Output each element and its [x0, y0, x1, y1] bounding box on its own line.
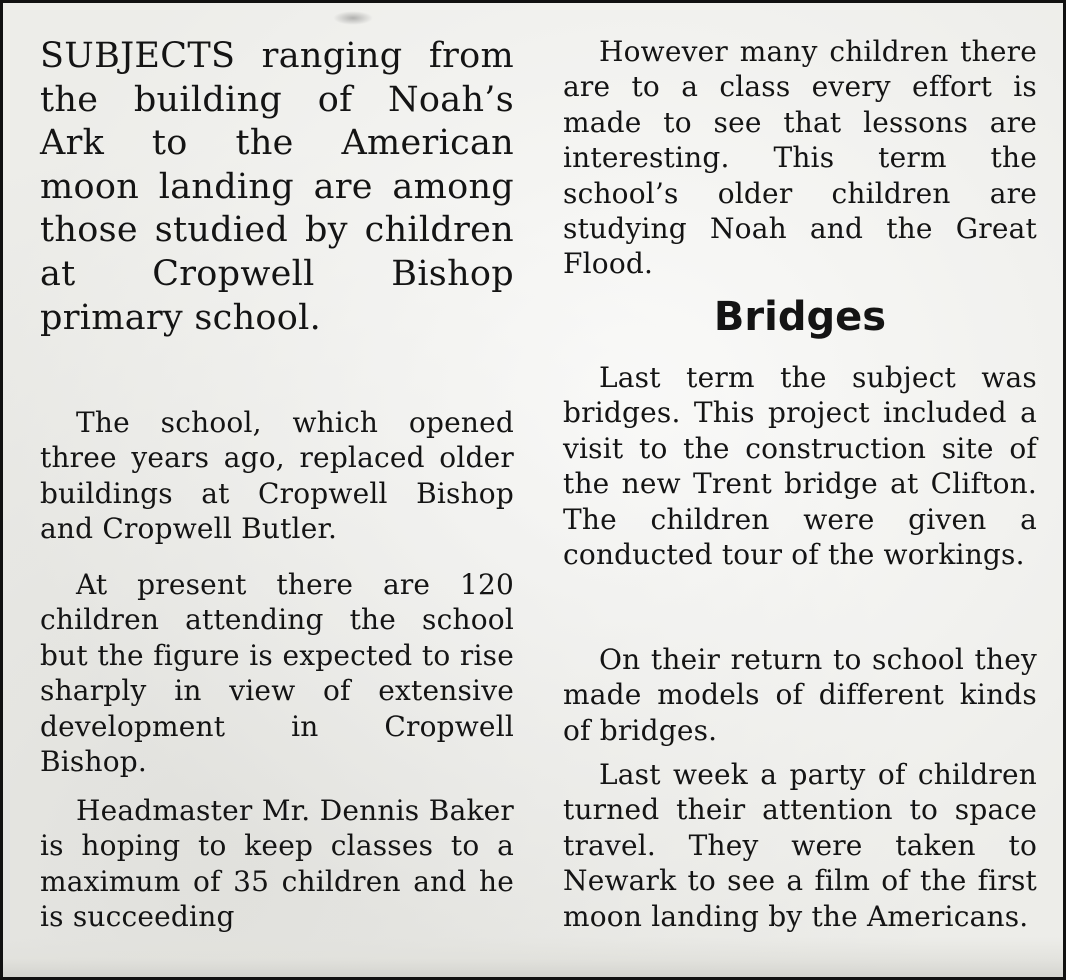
body-paragraph-school-history: The school, which opened three years ago, replaced older buildings at Cropwell Bishop and Cropwell Butler.	[40, 406, 514, 546]
body-paragraph-enrolment: At present there are 120 children attending the school but the figure is expected to rise sharply in view of extensive development in Cropwell Bishop.	[40, 568, 514, 779]
body-paragraph-bridges-project: Last term the subject was bridges. This project included a visit to the construction site of the new Trent bridge at Clifton. The children were given a conducted tour of the workings.	[563, 361, 1037, 572]
paper-stain	[333, 11, 373, 25]
subheading-bridges: Bridges	[713, 294, 887, 340]
body-paragraph-headmaster: Headmaster Mr. Dennis Baker is hoping to keep classes to a maximum of 35 children and he is succeeding	[40, 794, 514, 934]
body-paragraph-lessons: However many children there are to a class every effort is made to see that lessons are interesting. This term the school’s older children are studying Noah and the Great Flood.	[563, 35, 1037, 281]
lead-paragraph: SUBJECTS ranging from the building of Noah’s Ark to the American moon landing are among those studied by children at Cropwell Bishop primary school.	[40, 36, 514, 338]
body-paragraph-space-travel: Last week a party of children turned their attention to space travel. They were taken to Newark to see a film of the first moon landing by the Americans.	[563, 758, 1037, 933]
torn-bottom-edge	[3, 937, 1063, 977]
body-paragraph-models: On their return to school they made models of different kinds of bridges.	[563, 643, 1037, 747]
